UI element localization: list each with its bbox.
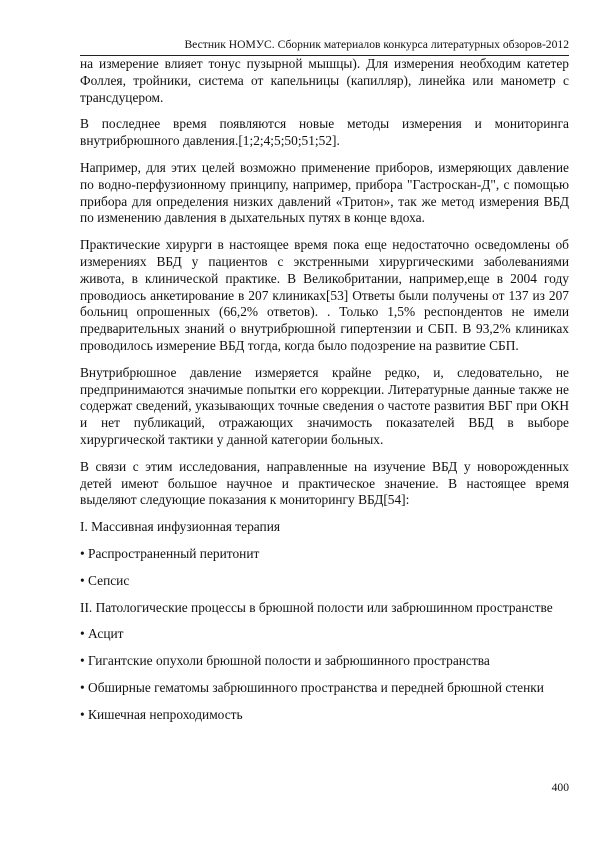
list-heading: I. Массивная инфузионная терапия bbox=[80, 519, 281, 535]
paragraph: на измерение влияет тонус пузырной мышцы). Для измерения необходим катетер Фоллея, тройники, система от капельницы (капилляр), линейка или манометр с трансдуцером. bbox=[80, 56, 569, 105]
paragraph: В связи с этим исследования, направленные на изучение ВБД у новорожденных детей имеют большое научное и практическое значение. В настоящее время выделяют следующие показания к мониторингу ВБД[54]: bbox=[80, 458, 569, 508]
list-heading: II. Патологические процессы в брюшной полости или забрюшинном пространстве bbox=[80, 599, 553, 615]
paragraph: В последнее время появляются новые методы измерения и мониторинга внутрибрюшного давления.[1;2;4;5;50;51;52]. bbox=[80, 116, 569, 149]
paragraph: Например, для этих целей возможно применение приборов, измеряющих давление по водно-перфузионному принципу, например, прибора "Гастроскан-Д", с помощью прибора для определения низких давлений «Тритон», так же метод измерения ВБД по изменению давления в дыхательных путях в конце вдоха. bbox=[80, 159, 569, 226]
paragraph: Внутрибрюшное давление измеряется крайне редко, и, следовательно, не предпринимаются значимые попытки его коррекции. Литературные данные также не содержат сведений, указывающих точные сведения о частоте развития ВБГ при ОКН и нет публикаций, отражающих значимость показателей ВБД в выборе хирургической тактики у данной категории больных. bbox=[80, 364, 569, 447]
paragraph: Практические хирурги в настоящее время пока еще недостаточно осведомлены об измерениях ВБД у пациентов с экстренными хирургическими заболеваниями живота, в клинической практике. В Великобритании, например,еще в 2004 году проводиось анкетирование в 207 клиниках[53] Ответы были получены от 137 из 207 больниц опрошенных (66,2% ответов). . Только 1,5% респондентов не имели предварительных знаний о внутрибрюшной гипертензии и СБП. В 93,2% клиниках проводилось измерение ВБД тогда, когда было подозрение на развитие СБП. bbox=[80, 237, 569, 353]
list-item: • Кишечная непроходимость bbox=[80, 706, 243, 722]
body-text bbox=[80, 56, 569, 734]
list-item: • Асцит bbox=[80, 626, 124, 642]
list-item: • Обширные гематомы забрюшинного пространства и передней брюшной стенки bbox=[80, 679, 544, 695]
list-item: • Сепсис bbox=[80, 572, 130, 588]
running-header: Вестник НОМУС. Сборник материалов конкурса литературных обзоров-2012 bbox=[184, 38, 569, 51]
list-item: • Распространенный перитонит bbox=[80, 545, 260, 561]
page-number: 400 bbox=[551, 781, 569, 794]
list-item: • Гигантские опухоли брюшной полости и забрюшинного пространства bbox=[80, 653, 490, 669]
